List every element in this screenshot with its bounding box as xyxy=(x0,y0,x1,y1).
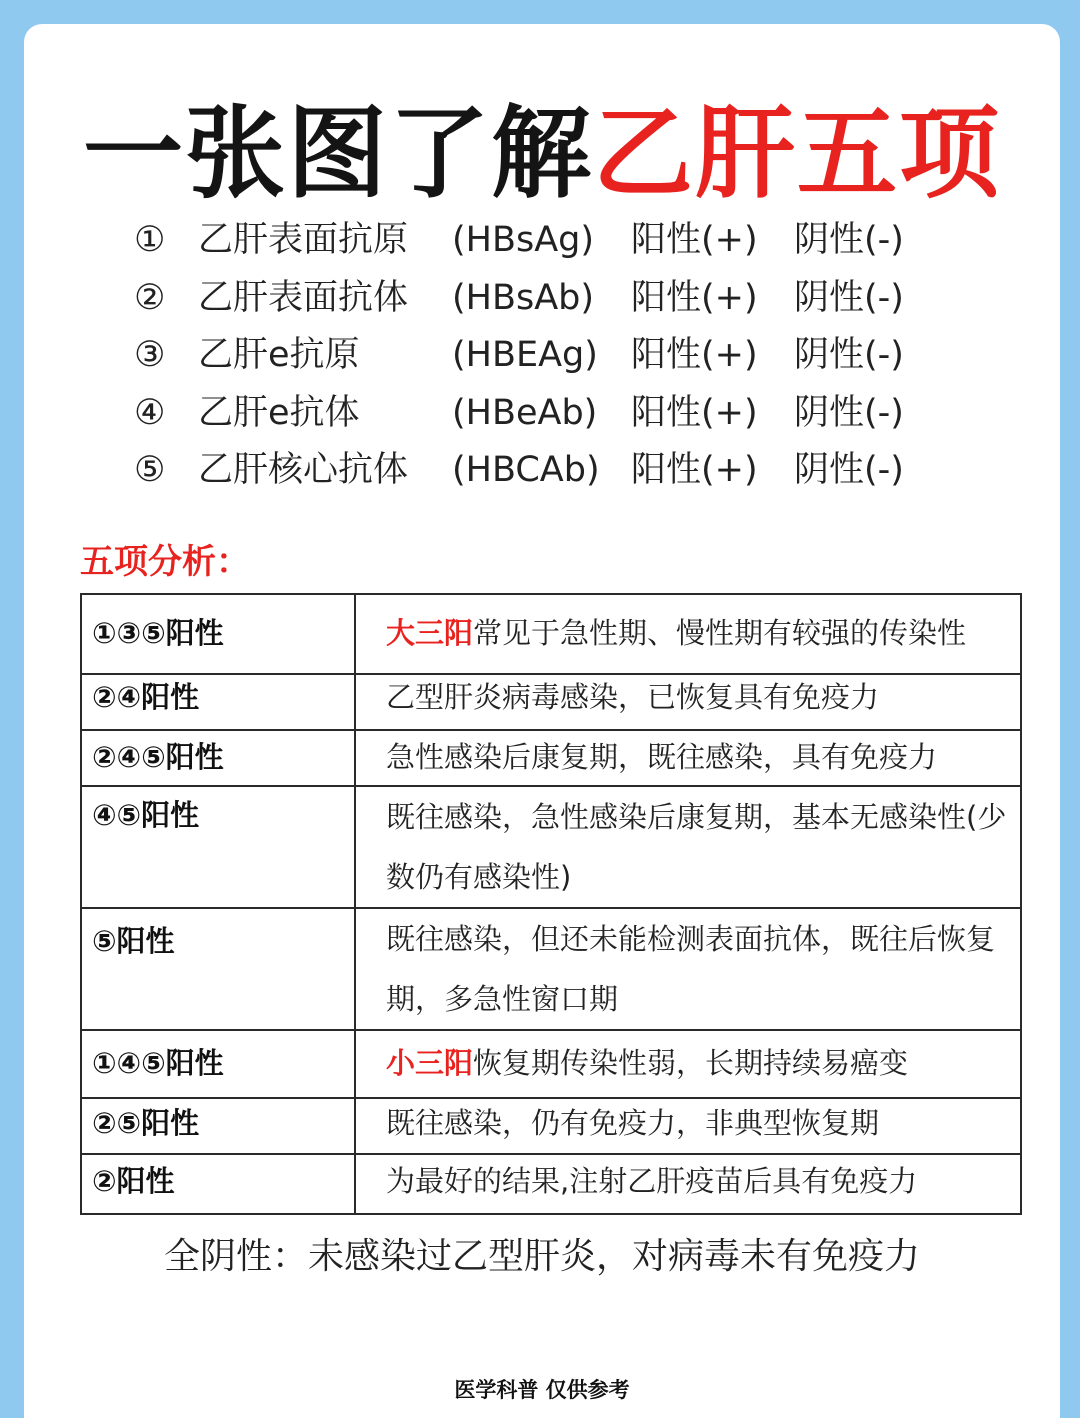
highlight-label: 大三阳 xyxy=(386,616,474,650)
marker-abbreviation: (HBEAg) xyxy=(452,335,598,375)
marker-negative: 阴性(-) xyxy=(794,450,904,490)
title-part-2: 乙肝五项 xyxy=(593,95,1001,212)
table-row xyxy=(81,1030,1021,1098)
description-cell xyxy=(355,1154,1021,1214)
marker-positive: 阳性(+) xyxy=(631,220,758,260)
description-text: 常见于急性期、慢性期有较强的传染性 xyxy=(473,616,967,650)
title-part-1: 一张图了解 xyxy=(83,95,593,212)
all-negative-note: 全阴性：未感染过乙型肝炎，对病毒未有免疫力 xyxy=(163,1236,920,1277)
table-row xyxy=(81,786,1021,908)
description-text: 既往感染，仍有免疫力，非典型恢复期 xyxy=(386,1106,880,1140)
combo-cell: ④⑤阳性 xyxy=(81,786,355,908)
marker-positive: 阳性(+) xyxy=(631,277,758,318)
marker-number: ② xyxy=(134,277,166,318)
description-text: 恢复期传染性弱，长期持续易癌变 xyxy=(473,1046,909,1080)
description-text: 既往感染，但还未能检测表面抗体，既往后恢复期，多急性窗口期 xyxy=(386,922,996,1016)
combo-cell: ⑤阳性 xyxy=(81,908,355,1030)
section-heading: 五项分析： xyxy=(80,542,250,582)
description-text: 为最好的结果,注射乙肝疫苗后具有免疫力 xyxy=(386,1164,918,1198)
marker-number: ③ xyxy=(134,335,166,375)
marker-positive: 阳性(+) xyxy=(631,392,758,433)
marker-positive: 阳性(+) xyxy=(631,335,758,375)
combo-cell: ②④阳性 xyxy=(81,674,355,730)
content-card xyxy=(24,24,1060,1418)
table-row xyxy=(81,594,1021,674)
analysis-table xyxy=(80,593,1022,1215)
footer-note: 医学科普 仅供参考 xyxy=(454,1378,630,1402)
table-row xyxy=(81,674,1021,730)
combo-cell: ②⑤阳性 xyxy=(81,1098,355,1154)
description-cell xyxy=(355,786,1021,908)
marker-positive: 阳性(+) xyxy=(631,450,758,490)
table-row xyxy=(81,908,1021,1030)
marker-name: 乙肝核心抗体 xyxy=(198,450,409,490)
description-cell xyxy=(355,908,1021,1030)
marker-abbreviation: (HBsAg) xyxy=(452,220,595,260)
marker-negative: 阴性(-) xyxy=(794,392,904,433)
description-text: 乙型肝炎病毒感染，已恢复具有免疫力 xyxy=(386,680,880,714)
marker-name: 乙肝表面抗原 xyxy=(198,220,409,260)
description-cell xyxy=(355,594,1021,674)
combo-cell: ②阳性 xyxy=(81,1154,355,1214)
marker-negative: 阴性(-) xyxy=(794,335,904,375)
marker-name: 乙肝表面抗体 xyxy=(198,277,409,318)
description-text: 既往感染，急性感染后康复期，基本无感染性(少数仍有感染性) xyxy=(386,800,1007,894)
marker-abbreviation: (HBCAb) xyxy=(452,450,600,490)
combo-cell: ①③⑤阳性 xyxy=(81,594,355,674)
highlight-label: 小三阳 xyxy=(386,1046,474,1080)
marker-number: ④ xyxy=(134,392,166,433)
marker-abbreviation: (HBeAb) xyxy=(452,392,598,433)
marker-number: ① xyxy=(134,220,166,260)
combo-cell: ②④⑤阳性 xyxy=(81,730,355,786)
marker-name: 乙肝e抗体 xyxy=(198,392,360,433)
table-row xyxy=(81,730,1021,786)
marker-abbreviation: (HBsAb) xyxy=(452,277,595,318)
marker-negative: 阴性(-) xyxy=(794,220,904,260)
marker-number: ⑤ xyxy=(134,450,166,490)
combo-cell: ①④⑤阳性 xyxy=(81,1030,355,1098)
description-cell xyxy=(355,730,1021,786)
page-title xyxy=(24,94,1060,214)
marker-name: 乙肝e抗原 xyxy=(198,335,360,375)
description-cell xyxy=(355,1098,1021,1154)
description-cell xyxy=(355,1030,1021,1098)
table-row xyxy=(81,1154,1021,1214)
description-text: 急性感染后康复期，既往感染，具有免疫力 xyxy=(386,740,938,774)
marker-negative: 阴性(-) xyxy=(794,277,904,318)
description-cell xyxy=(355,674,1021,730)
table-row xyxy=(81,1098,1021,1154)
